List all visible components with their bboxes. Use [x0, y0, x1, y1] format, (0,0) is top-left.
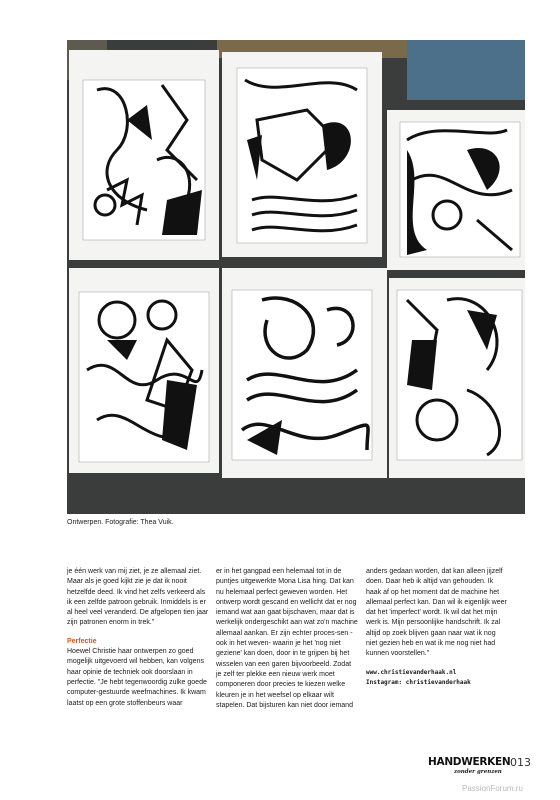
photo-caption: Ontwerpen. Fotografie: Thea Vuik.: [67, 519, 174, 526]
instagram-link[interactable]: Instagram: christievanderhaak: [366, 678, 471, 686]
website-links: [366, 668, 508, 688]
article-column-2: [216, 567, 358, 711]
brand-title: HANDWERKEN: [428, 756, 511, 768]
paragraph: je één werk van mij ziet, je ze allemaal ziet. Maar als je goed kijkt zie je dat ik nooit hetzelfde deed. Ik vind het zelfs verkeerd als ik een zelfde patroon gebruik. Inmiddels is er al heel veel veranderd. De afgelopen tien jaar zijn patronen enorm in trek.": [67, 568, 209, 627]
page-number: 013: [510, 756, 531, 769]
paragraph: Hoewel Christie haar ontwerpen zo goed mogelijk uitgevoerd wil hebben, kan volgens haar opinie de techniek ook doorslaan in perfectie. "Je hebt tegenwoordig zulke goede computer-gestuurde weefmachines. Ik kwam laatst op een grote stoffenbeurs waar: [67, 648, 207, 707]
article-column-3: [366, 567, 508, 688]
website-link[interactable]: www.christievanderhaak.nl: [366, 668, 457, 676]
magazine-brand: [428, 756, 511, 775]
section-heading: Perfectie: [67, 637, 97, 645]
paragraph: er in het gangpad een helemaal tot in de puntjes uitgewerkte Mona Lisa hing. Dat kan nu helemaal perfect geweven worden. Het ontwerp wordt gescand en wellicht dat er nog iemand wat aan gaat bijschaven, maar dat is werkelijk ondergeschikt aan wat zo'n machine allemaal aankan. Er zijn echter proces-sen -ook in het weven- waarin je het 'nog niet geziene' kan doen, door in te grijpen bij het wisselen van een garen bijvoorbeeld. Zodat je zelf ter plekke een nieuw werk moet componeren door precies te kiezen welke kleuren je in het weefsel op elkaar wilt stapelen. Dat bijsturen kan niet door iemand: [216, 568, 358, 709]
paragraph: anders gedaan worden, dat kan alleen jijzelf doen. Daar heb ik altijd van gehouden. Ik haak af op het moment dat de machine het allemaal perfect kan. Dan wil ik eigenlijk weer dat het 'imperfect' wordt. Ik wil dat het mijn werk is. Mijn persoonlijke handschrift. Ik zal altijd op zoek blijven gaan naar wat ik nog niet gezien heb en wat ik me nog niet had kunnen voorstellen.": [366, 568, 507, 658]
watermark: PassionForum.ru: [462, 784, 523, 793]
artwork-photo: [67, 40, 525, 514]
drawings-illustration: [67, 40, 525, 514]
brand-subtitle: zonder grenzen: [454, 769, 502, 775]
article-column-1: [67, 567, 209, 709]
